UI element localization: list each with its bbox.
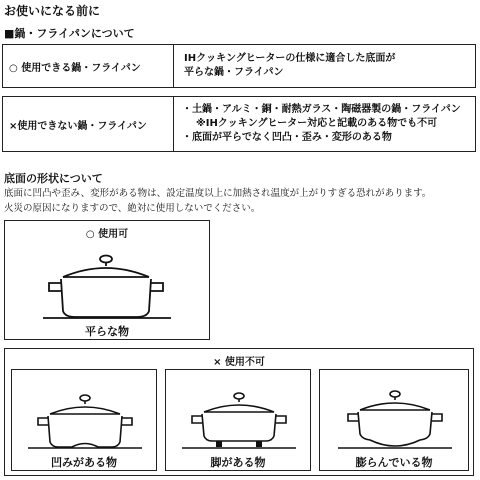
section-title-bottom-shape: 底面の形状について xyxy=(4,172,103,185)
page-title: お使いになる前に xyxy=(4,4,101,18)
dented-pot-caption: 凹みがある物 xyxy=(51,456,117,469)
bottom-shape-note-line2: 火災の原因になりますので、絶対に使用しないでください。 xyxy=(4,203,261,214)
usable-panel-header: ○ 使用可 xyxy=(85,229,129,240)
usable-label: ○ 使用できる鍋・フライパン xyxy=(9,62,141,74)
bottom-shape-note-line1: 底面に凹凸や歪み、変形がある物は、設定温度以上に加熱され温度が上がりすぎる恐れがあります。 xyxy=(4,188,432,199)
usable-panel-caption: 平らな物 xyxy=(85,325,129,338)
table-row-unusable xyxy=(2,96,476,152)
unusable-desc-line1: ・土鍋・アルミ・銅・耐熱ガラス・陶磁器製の鍋・フライパン xyxy=(182,104,461,115)
table-row-usable xyxy=(2,44,476,88)
dented-pot-panel xyxy=(11,369,157,471)
unusable-panel-header: × 使用不可 xyxy=(213,357,265,368)
legged-pot-panel xyxy=(165,369,311,471)
usable-desc-line1: IHクッキングヒーターの仕様に適合した底面が xyxy=(184,53,396,64)
bulging-pot-caption: 膨らんでいる物 xyxy=(355,456,433,469)
unusable-desc-line2: ※IHクッキングヒーター対応と記載のある物でも不可 xyxy=(196,118,438,129)
bulging-pot-panel xyxy=(319,369,469,471)
unusable-label: ×使用できない鍋・フライパン xyxy=(9,120,147,132)
unusable-panel xyxy=(4,348,474,476)
usable-panel xyxy=(4,220,210,340)
legged-pot-caption: 脚がある物 xyxy=(210,456,266,469)
pot-leg-left xyxy=(216,441,222,447)
section-title-pans: ■鍋・フライパンについて xyxy=(4,27,135,40)
pot-leg-right xyxy=(256,441,262,447)
unusable-desc-line3: ・底面が平らでなく凹凸・歪み・変形のある物 xyxy=(182,132,392,143)
usable-desc-line2: 平らな鍋・フライパン xyxy=(184,67,284,78)
